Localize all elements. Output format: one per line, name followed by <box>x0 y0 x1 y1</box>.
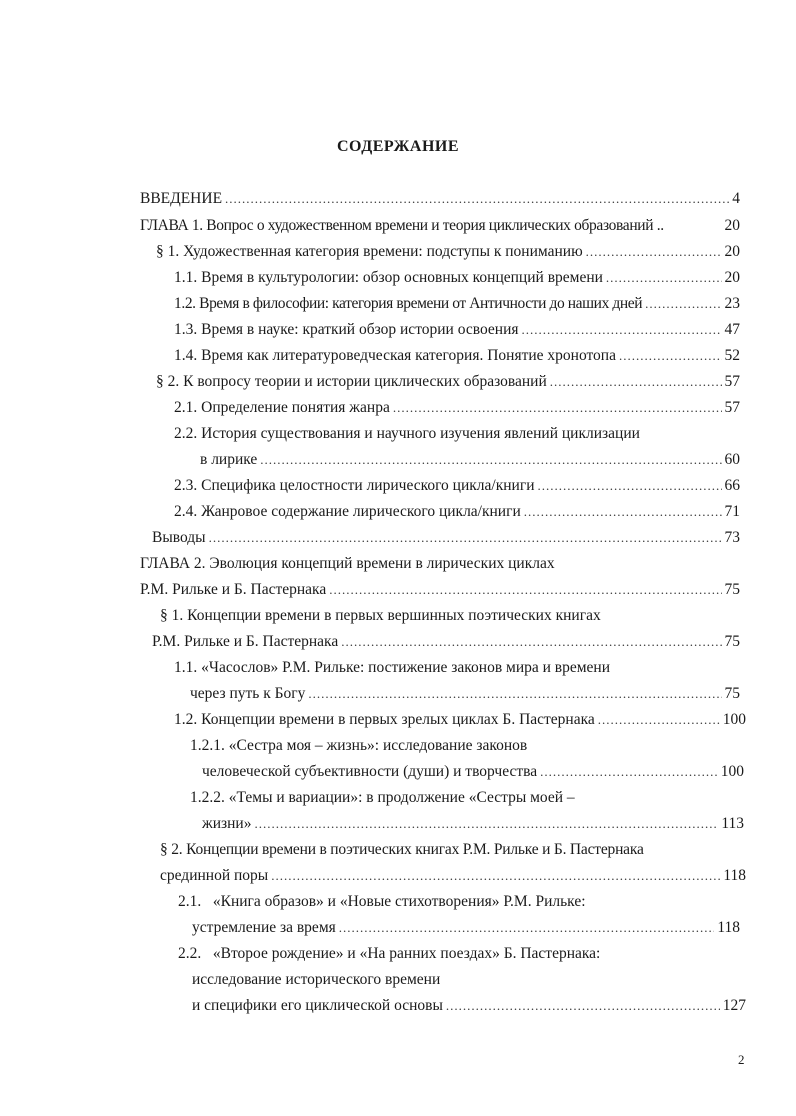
leader-dots <box>540 761 718 783</box>
toc-entry[interactable] <box>160 839 740 861</box>
toc-entry[interactable] <box>174 475 740 497</box>
leader-dots <box>329 579 721 601</box>
toc-entry[interactable] <box>174 657 740 679</box>
leader-dots <box>446 995 720 1017</box>
toc-entry[interactable] <box>200 449 740 471</box>
toc-entry[interactable] <box>140 579 740 601</box>
toc-entry[interactable] <box>192 969 740 991</box>
leader-dots <box>209 527 722 549</box>
toc-entry[interactable] <box>160 865 746 887</box>
toc-entry[interactable] <box>192 995 746 1017</box>
toc-entry[interactable] <box>202 761 744 783</box>
toc-entry-text: Р.М. Рильке и Б. Пастернака <box>140 581 327 598</box>
toc-entry-page: 118 <box>717 919 740 936</box>
toc-entry-page: 75 <box>724 685 740 702</box>
toc-entry[interactable] <box>174 293 740 315</box>
toc-entry-text: и специфики его циклической основы <box>192 997 443 1014</box>
toc-entry[interactable] <box>140 188 740 210</box>
leader-dots <box>260 449 721 471</box>
toc-entry[interactable] <box>152 631 740 653</box>
toc-entry[interactable] <box>174 709 746 731</box>
toc-entry[interactable] <box>174 345 740 367</box>
toc-entry-text: ВВЕДЕНИЕ <box>140 190 223 207</box>
toc-entry[interactable] <box>190 735 740 757</box>
toc-entry-page: 118 <box>723 867 746 884</box>
toc-entry-text: Выводы <box>152 529 206 546</box>
toc-entry-text: 1.2.2. «Темы и вариации»: в продолжение «Сестры моей – <box>190 789 575 806</box>
toc-entry-text: 1.3. Время в науке: краткий обзор истории освоения <box>174 321 519 338</box>
toc-entry-text: § 2. К вопросу теории и истории циклических образований <box>156 373 547 390</box>
toc-entry-text: 1.2.1. «Сестра моя – жизнь»: исследование законов <box>190 737 528 754</box>
leader-dots <box>341 631 721 653</box>
toc-entry-page: 20 <box>724 243 740 260</box>
toc-entry-text: 2.1. Определение понятия жанра <box>174 399 390 416</box>
toc-entry-text: 1.2. Концепции времени в первых зрелых циклах Б. Пастернака <box>174 711 595 728</box>
toc-entry-text: в лирике <box>200 451 258 468</box>
toc-entry[interactable] <box>140 553 740 575</box>
toc-entry-text: § 1. Художественная категория времени: подступы к пониманию <box>156 243 583 260</box>
leader-dots <box>225 188 729 210</box>
toc-entry-text: ГЛАВА 2. Эволюция концепций времени в лирических циклах <box>140 555 555 572</box>
leader-dots <box>645 293 721 315</box>
toc-entry-text: § 1. Концепции времени в первых вершинных поэтических книгах <box>160 607 601 624</box>
page-number: 2 <box>738 1052 745 1067</box>
toc-entry-text: устремление за время <box>192 919 336 936</box>
leader-dots <box>538 475 722 497</box>
toc-entry-text: человеческой субъективности (души) и творчества <box>202 763 538 780</box>
toc-entry-text: через путь к Богу <box>190 685 306 702</box>
toc-entry-page: 75 <box>724 581 740 598</box>
toc-entry-text: 1.1. «Часослов» Р.М. Рильке: постижение законов мира и времени <box>174 659 611 676</box>
leader-dots <box>619 345 722 367</box>
leader-dots <box>598 709 720 731</box>
leader-dots <box>339 917 715 939</box>
toc-entry-page: 100 <box>720 763 744 780</box>
toc-entry[interactable] <box>140 215 740 237</box>
toc-entry-page: 47 <box>724 321 740 338</box>
leader-dots <box>606 267 722 289</box>
page-title: СОДЕРЖАНИЕ <box>336 138 460 155</box>
toc-entry-page: 57 <box>724 399 740 416</box>
toc-entry[interactable] <box>202 813 744 835</box>
toc-entry-page: 23 <box>724 295 740 312</box>
toc-entry-page: 4 <box>732 190 740 207</box>
toc-entry-page: 75 <box>724 633 740 650</box>
toc-entry-page: 100 <box>722 711 746 728</box>
leader-dots <box>254 813 718 835</box>
leader-dots <box>308 683 721 705</box>
toc-entry-page: 66 <box>724 477 740 494</box>
toc-entry[interactable] <box>174 397 740 419</box>
toc-entry-text: исследование исторического времени <box>192 971 441 988</box>
toc-entry-text: 1.4. Время как литературоведческая категория. Понятие хронотопа <box>174 347 616 364</box>
toc-entry-page: 57 <box>724 373 740 390</box>
leader-dots <box>393 397 722 419</box>
toc-entry-page: 113 <box>721 815 744 832</box>
toc-entry[interactable] <box>178 943 740 965</box>
toc-entry[interactable] <box>192 917 740 939</box>
leader-dots <box>522 319 722 341</box>
leader-dots <box>524 501 722 523</box>
leader-dots <box>586 241 722 263</box>
toc-entry-page: 73 <box>724 529 740 546</box>
toc-entry-text: Р.М. Рильке и Б. Пастернака <box>152 633 339 650</box>
toc-entry-page: 71 <box>724 503 740 520</box>
toc-entry-page: 20 <box>724 269 740 286</box>
toc-entry[interactable] <box>190 787 740 809</box>
toc-entry-text: 1.2. Время в философии: категория времени от Античности до наших дней <box>174 295 643 312</box>
leader-dots <box>271 865 720 887</box>
toc-entry[interactable] <box>190 683 740 705</box>
toc-entry-text: 2.4. Жанровое содержание лирического цикла/книги <box>174 503 521 520</box>
toc-entry[interactable] <box>178 891 740 913</box>
toc-entry-text: § 2. Концепции времени в поэтических книгах Р.М. Рильке и Б. Пастернака <box>160 841 644 858</box>
toc-entry-text: ГЛАВА 1. Вопрос о художественном времени и теория циклических образований .. <box>140 217 664 234</box>
toc-entry[interactable] <box>152 527 740 549</box>
toc-entry-text: 1.1. Время в культурологии: обзор основных концепций времени <box>174 269 603 286</box>
leader-dots <box>550 371 722 393</box>
toc-entry[interactable] <box>174 267 740 289</box>
toc-entry-text: 2.1. «Книга образов» и «Новые стихотворения» Р.М. Рильке: <box>178 893 586 910</box>
toc-entry-text: 2.2. История существования и научного изучения явлений циклизации <box>174 425 640 442</box>
toc-entry-text: 2.3. Специфика целостности лирического цикла/книги <box>174 477 535 494</box>
toc-entry-page: 20 <box>724 217 740 234</box>
toc-entry-text: жизни» <box>202 815 252 832</box>
toc-entry[interactable] <box>156 241 740 263</box>
toc-entry[interactable] <box>160 605 740 627</box>
toc-entry-page: 60 <box>724 451 740 468</box>
toc-entry-page: 52 <box>724 347 740 364</box>
toc-entry[interactable] <box>174 319 740 341</box>
toc-entry-page: 127 <box>722 997 746 1014</box>
toc-entry[interactable] <box>174 501 740 523</box>
toc-entry-text: срединной поры <box>160 867 269 884</box>
toc-entry-text: 2.2. «Второе рождение» и «На ранних поездах» Б. Пастернака: <box>178 945 601 962</box>
toc-entry[interactable] <box>174 423 740 445</box>
toc-entry[interactable] <box>156 371 740 393</box>
